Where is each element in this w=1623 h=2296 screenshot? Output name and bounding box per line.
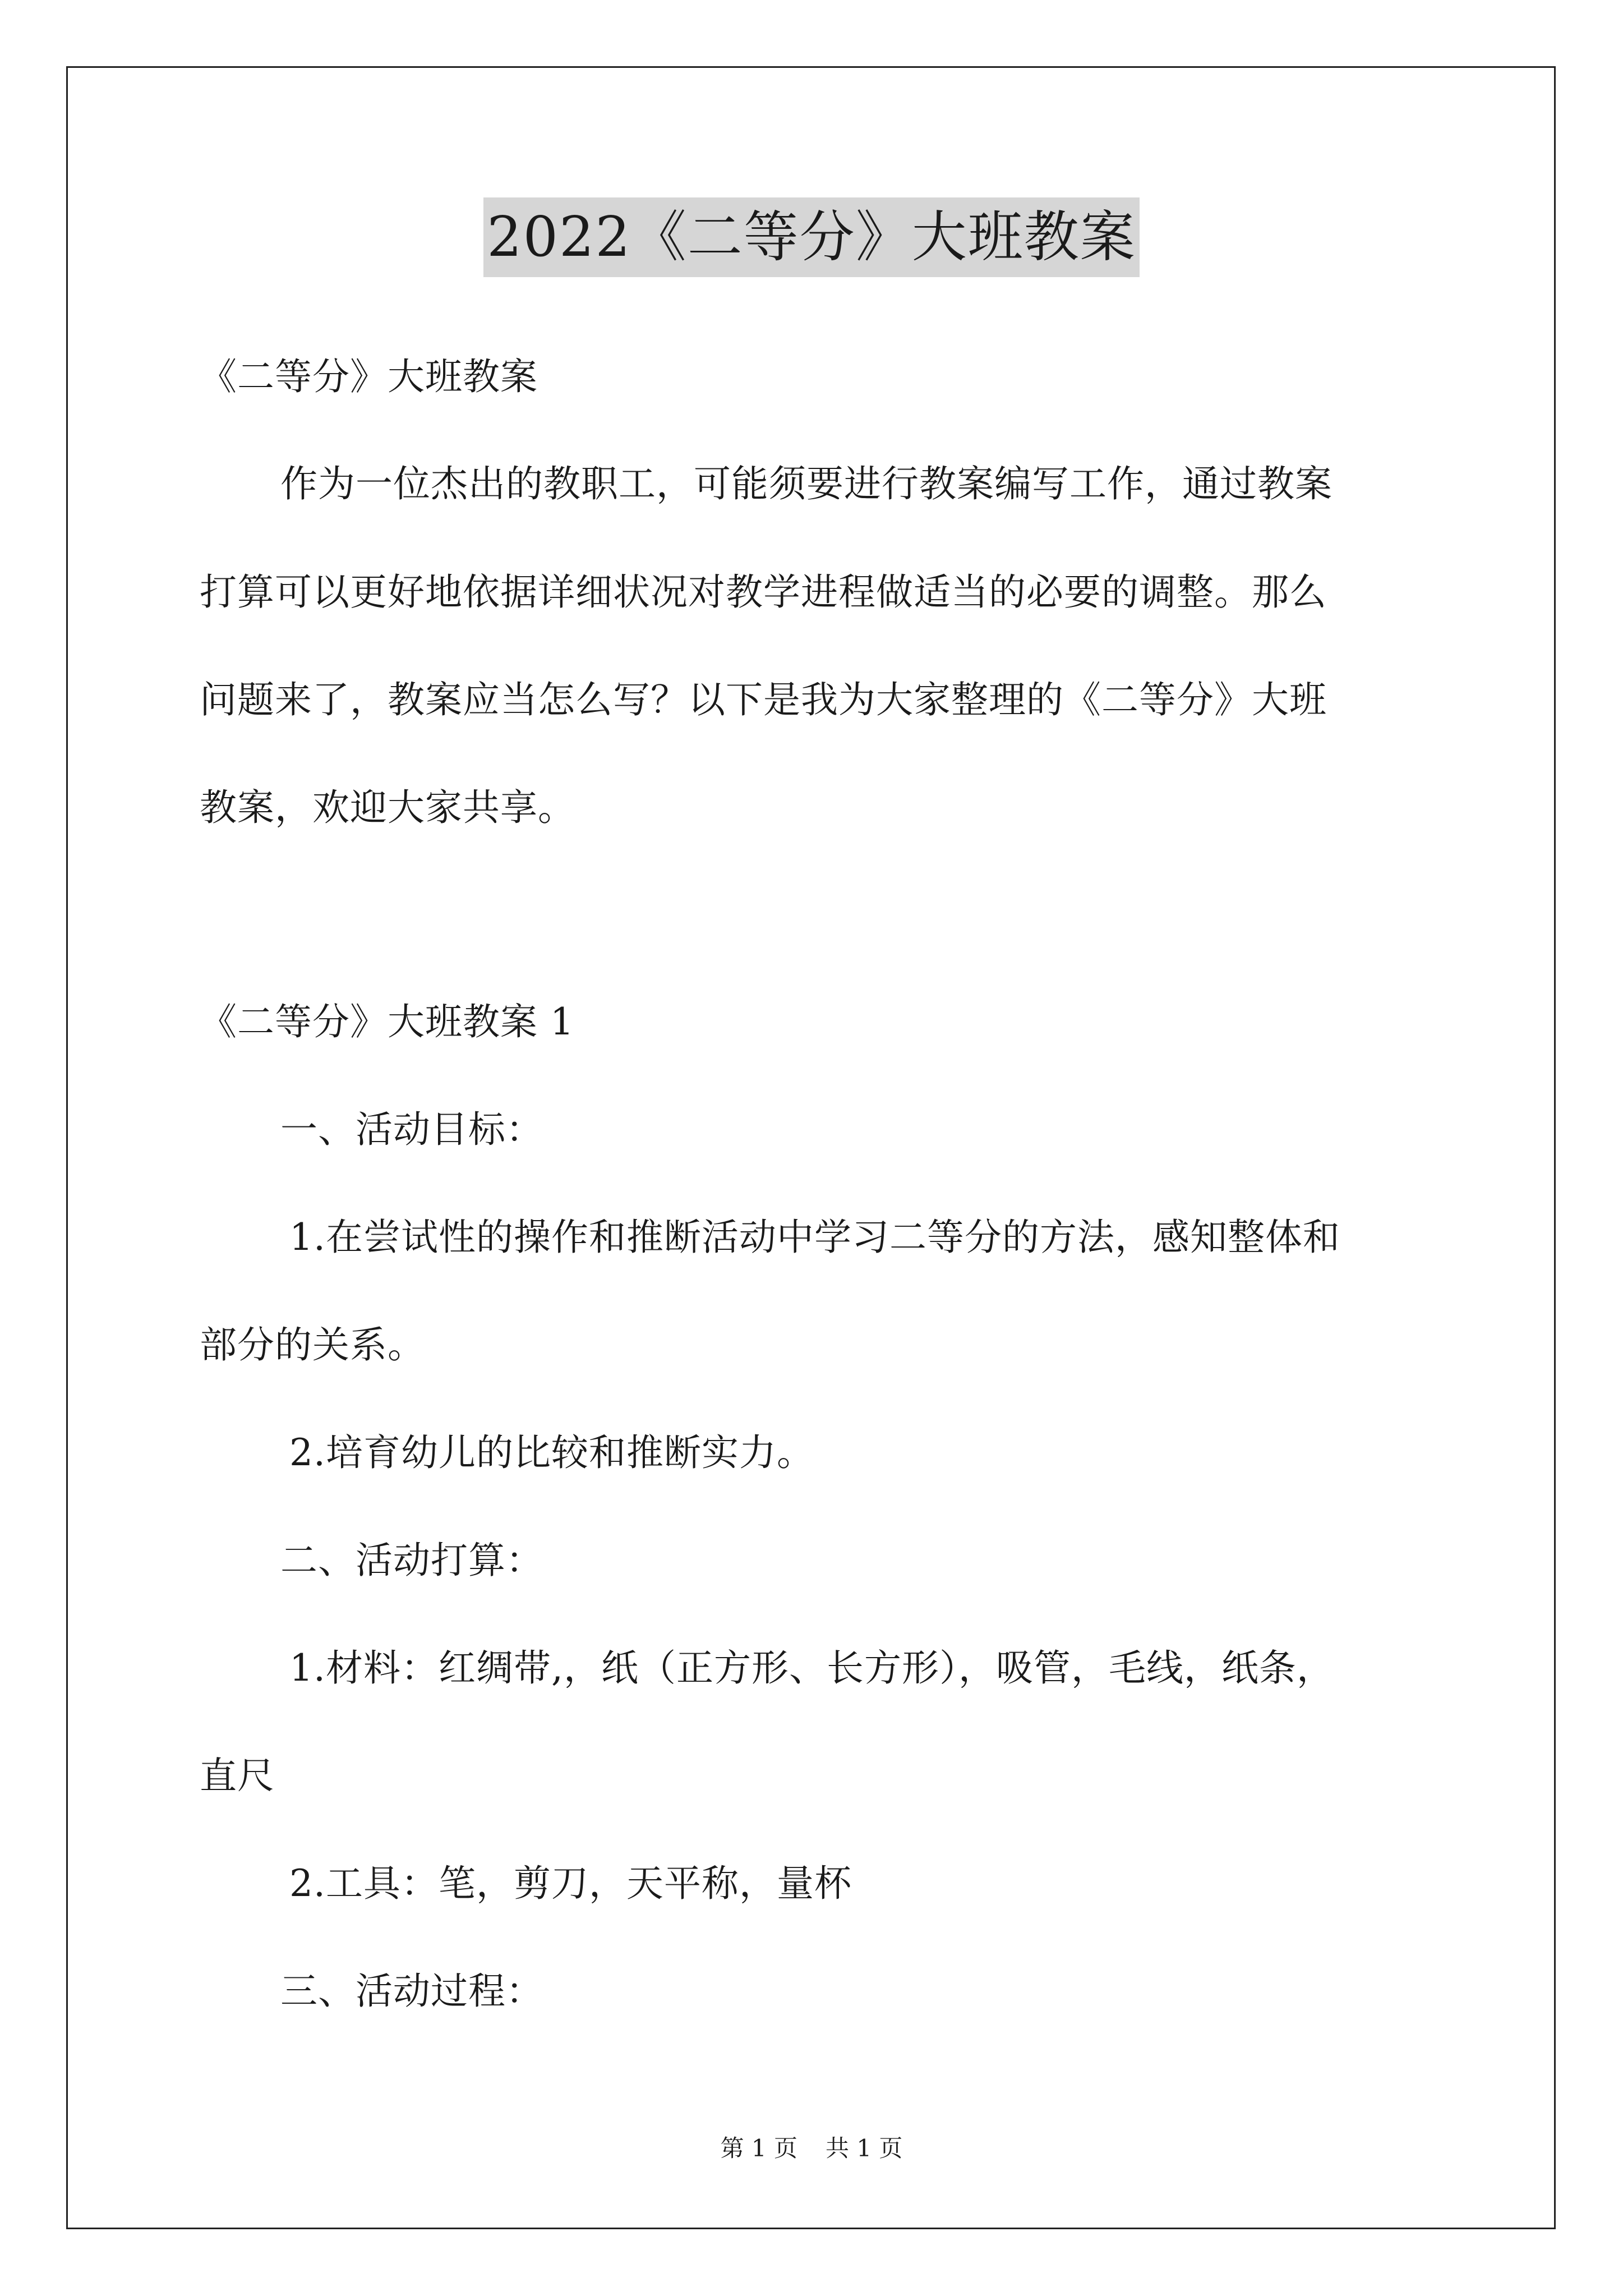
- process-heading: 三、活动过程：: [280, 1970, 543, 2013]
- subtitle: 《二等分》大班教案: [200, 355, 538, 398]
- section-heading: 《二等分》大班教案 1: [200, 1000, 574, 1043]
- prep-item: 2.工具：笔，剪刀，天平称，量杯: [289, 1862, 852, 1905]
- page-footer: [0, 2132, 1623, 2165]
- intro-line: 问题来了，教案应当怎么写？以下是我为大家整理的《二等分》大班: [200, 678, 1327, 721]
- title-container: [0, 197, 1623, 277]
- intro-line: 打算可以更好地依据详细状况对教学进程做适当的必要的调整。那么: [200, 570, 1327, 614]
- prep-item: 1.材料：红绸带,，纸（正方形、长方形），吸管，毛线，纸条，: [289, 1646, 1334, 1690]
- prep-heading: 二、活动打算：: [280, 1539, 543, 1582]
- intro-line: 作为一位杰出的教职工，可能须要进行教案编写工作，通过教案: [280, 462, 1332, 505]
- goal-item: 1.在尝试性的操作和推断活动中学习二等分的方法，感知整体和: [289, 1216, 1340, 1259]
- document-title: 2022《二等分》大班教案: [483, 197, 1139, 277]
- page-number: 第 1 页: [720, 2134, 797, 2162]
- goal-item-continuation: 部分的关系。: [200, 1323, 425, 1366]
- prep-item-continuation: 直尺: [200, 1754, 275, 1797]
- goal-item: 2.培育幼儿的比较和推断实力。: [289, 1431, 814, 1474]
- page-total: 共 1 页: [826, 2134, 903, 2162]
- intro-line: 教案，欢迎大家共享。: [200, 786, 575, 829]
- goals-heading: 一、活动目标：: [280, 1108, 543, 1151]
